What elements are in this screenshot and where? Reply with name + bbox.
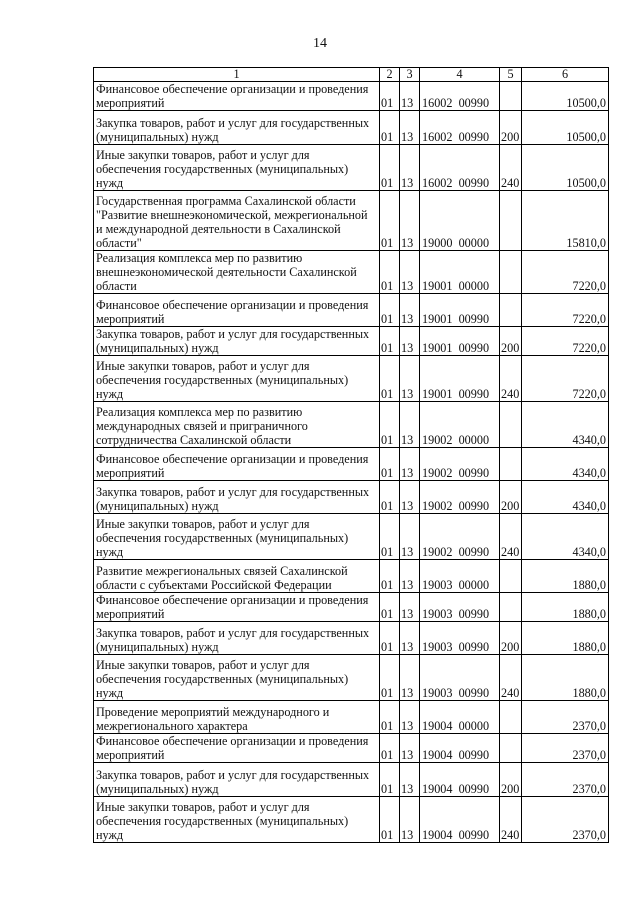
- row-name-cell: Иные закупки товаров, работ и услуг для обеспечения государственных (муниципальных) нужд: [94, 514, 380, 560]
- amount-cell: 1880,0: [522, 593, 609, 622]
- row-name-cell: Закупка товаров, работ и услуг для государственных (муниципальных) нужд: [94, 763, 380, 797]
- expense-type-cell: [500, 593, 522, 622]
- expense-type-cell: [500, 734, 522, 763]
- target-article-cell: 19004 00990: [420, 734, 500, 763]
- target-article-cell: 19002 00990: [420, 481, 500, 514]
- subsection-code-cell: 13: [400, 481, 420, 514]
- amount-cell: 4340,0: [522, 402, 609, 448]
- target-article-cell: 16002 00990: [420, 82, 500, 111]
- table-row: [94, 82, 609, 111]
- table-row: [94, 560, 609, 593]
- target-article-cell: 19000 00000: [420, 191, 500, 251]
- row-name-cell: Финансовое обеспечение организации и проведения мероприятий: [94, 294, 380, 327]
- expense-type-cell: [500, 402, 522, 448]
- column-header: 4: [420, 68, 500, 82]
- amount-cell: 2370,0: [522, 763, 609, 797]
- expense-type-cell: [500, 560, 522, 593]
- amount-cell: 10500,0: [522, 145, 609, 191]
- subsection-code-cell: 13: [400, 622, 420, 655]
- section-code-cell: 01: [380, 593, 400, 622]
- table-row: [94, 593, 609, 622]
- expense-type-cell: [500, 701, 522, 734]
- amount-cell: 7220,0: [522, 327, 609, 356]
- subsection-code-cell: 13: [400, 514, 420, 560]
- target-article-cell: 19003 00990: [420, 655, 500, 701]
- target-article-cell: 19001 00990: [420, 356, 500, 402]
- expense-type-cell: 200: [500, 763, 522, 797]
- table-row: [94, 111, 609, 145]
- amount-cell: 10500,0: [522, 82, 609, 111]
- table-row: [94, 294, 609, 327]
- row-name-cell: Иные закупки товаров, работ и услуг для обеспечения государственных (муниципальных) нужд: [94, 655, 380, 701]
- section-code-cell: 01: [380, 145, 400, 191]
- row-name-cell: Проведение мероприятий международного и межрегионального характера: [94, 701, 380, 734]
- row-name-cell: Государственная программа Сахалинской области "Развитие внешнеэкономической, межрегиональной и международной деятельности в Сахалинской области": [94, 191, 380, 251]
- amount-cell: 1880,0: [522, 655, 609, 701]
- section-code-cell: 01: [380, 797, 400, 843]
- row-name-cell: Развитие межрегиональных связей Сахалинской области с субъектами Российской Федерации: [94, 560, 380, 593]
- section-code-cell: 01: [380, 356, 400, 402]
- subsection-code-cell: 13: [400, 448, 420, 481]
- expense-type-cell: [500, 251, 522, 294]
- expense-type-cell: 200: [500, 111, 522, 145]
- subsection-code-cell: 13: [400, 356, 420, 402]
- column-header: 3: [400, 68, 420, 82]
- section-code-cell: 01: [380, 294, 400, 327]
- table-row: [94, 514, 609, 560]
- amount-cell: 15810,0: [522, 191, 609, 251]
- target-article-cell: 16002 00990: [420, 111, 500, 145]
- row-name-cell: Реализация комплекса мер по развитию внешнеэкономической деятельности Сахалинской области: [94, 251, 380, 294]
- amount-cell: 2370,0: [522, 734, 609, 763]
- amount-cell: 2370,0: [522, 701, 609, 734]
- expense-type-cell: 240: [500, 514, 522, 560]
- row-name-cell: Финансовое обеспечение организации и проведения мероприятий: [94, 448, 380, 481]
- table-row: [94, 622, 609, 655]
- target-article-cell: 19004 00990: [420, 797, 500, 843]
- target-article-cell: 19001 00000: [420, 251, 500, 294]
- amount-cell: 7220,0: [522, 356, 609, 402]
- expense-type-cell: 240: [500, 797, 522, 843]
- expense-type-cell: 200: [500, 327, 522, 356]
- target-article-cell: 19001 00990: [420, 327, 500, 356]
- budget-table: [93, 67, 609, 843]
- table-row: [94, 327, 609, 356]
- target-article-cell: 19003 00990: [420, 593, 500, 622]
- section-code-cell: 01: [380, 560, 400, 593]
- subsection-code-cell: 13: [400, 327, 420, 356]
- expense-type-cell: [500, 191, 522, 251]
- subsection-code-cell: 13: [400, 734, 420, 763]
- table-row: [94, 481, 609, 514]
- amount-cell: 4340,0: [522, 514, 609, 560]
- table-row: [94, 655, 609, 701]
- subsection-code-cell: 13: [400, 655, 420, 701]
- subsection-code-cell: 13: [400, 145, 420, 191]
- subsection-code-cell: 13: [400, 191, 420, 251]
- table-row: [94, 145, 609, 191]
- amount-cell: 10500,0: [522, 111, 609, 145]
- section-code-cell: 01: [380, 701, 400, 734]
- table-body: [94, 68, 609, 843]
- expense-type-cell: [500, 448, 522, 481]
- row-name-cell: Финансовое обеспечение организации и проведения мероприятий: [94, 82, 380, 111]
- amount-cell: 1880,0: [522, 622, 609, 655]
- expense-type-cell: 240: [500, 655, 522, 701]
- subsection-code-cell: 13: [400, 251, 420, 294]
- amount-cell: 4340,0: [522, 448, 609, 481]
- table-header-row: [94, 68, 609, 82]
- expense-type-cell: [500, 82, 522, 111]
- row-name-cell: Закупка товаров, работ и услуг для государственных (муниципальных) нужд: [94, 481, 380, 514]
- target-article-cell: 16002 00990: [420, 145, 500, 191]
- table-row: [94, 402, 609, 448]
- section-code-cell: 01: [380, 191, 400, 251]
- expense-type-cell: [500, 294, 522, 327]
- subsection-code-cell: 13: [400, 593, 420, 622]
- target-article-cell: 19002 00990: [420, 514, 500, 560]
- subsection-code-cell: 13: [400, 701, 420, 734]
- expense-type-cell: 200: [500, 622, 522, 655]
- page-number: 14: [313, 36, 327, 51]
- subsection-code-cell: 13: [400, 402, 420, 448]
- row-name-cell: Закупка товаров, работ и услуг для государственных (муниципальных) нужд: [94, 327, 380, 356]
- column-header: 6: [522, 68, 609, 82]
- table-row: [94, 734, 609, 763]
- row-name-cell: Иные закупки товаров, работ и услуг для обеспечения государственных (муниципальных) нужд: [94, 356, 380, 402]
- table-row: [94, 797, 609, 843]
- row-name-cell: Иные закупки товаров, работ и услуг для обеспечения государственных (муниципальных) нужд: [94, 145, 380, 191]
- expense-type-cell: 240: [500, 356, 522, 402]
- section-code-cell: 01: [380, 514, 400, 560]
- expense-type-cell: 240: [500, 145, 522, 191]
- amount-cell: 4340,0: [522, 481, 609, 514]
- expense-type-cell: 200: [500, 481, 522, 514]
- target-article-cell: 19001 00990: [420, 294, 500, 327]
- section-code-cell: 01: [380, 622, 400, 655]
- row-name-cell: Финансовое обеспечение организации и проведения мероприятий: [94, 593, 380, 622]
- subsection-code-cell: 13: [400, 111, 420, 145]
- row-name-cell: Иные закупки товаров, работ и услуг для обеспечения государственных (муниципальных) нужд: [94, 797, 380, 843]
- section-code-cell: 01: [380, 327, 400, 356]
- table-row: [94, 251, 609, 294]
- column-header: 2: [380, 68, 400, 82]
- column-header: 1: [94, 68, 380, 82]
- target-article-cell: 19002 00000: [420, 402, 500, 448]
- section-code-cell: 01: [380, 82, 400, 111]
- amount-cell: 7220,0: [522, 294, 609, 327]
- row-name-cell: Закупка товаров, работ и услуг для государственных (муниципальных) нужд: [94, 111, 380, 145]
- section-code-cell: 01: [380, 763, 400, 797]
- target-article-cell: 19004 00990: [420, 763, 500, 797]
- target-article-cell: 19004 00000: [420, 701, 500, 734]
- subsection-code-cell: 13: [400, 82, 420, 111]
- row-name-cell: Закупка товаров, работ и услуг для государственных (муниципальных) нужд: [94, 622, 380, 655]
- table-row: [94, 448, 609, 481]
- subsection-code-cell: 13: [400, 763, 420, 797]
- section-code-cell: 01: [380, 402, 400, 448]
- amount-cell: 1880,0: [522, 560, 609, 593]
- column-header: 5: [500, 68, 522, 82]
- table-row: [94, 763, 609, 797]
- section-code-cell: 01: [380, 655, 400, 701]
- table-row: [94, 356, 609, 402]
- subsection-code-cell: 13: [400, 294, 420, 327]
- amount-cell: 7220,0: [522, 251, 609, 294]
- subsection-code-cell: 13: [400, 797, 420, 843]
- section-code-cell: 01: [380, 111, 400, 145]
- table-row: [94, 701, 609, 734]
- subsection-code-cell: 13: [400, 560, 420, 593]
- section-code-cell: 01: [380, 448, 400, 481]
- target-article-cell: 19002 00990: [420, 448, 500, 481]
- section-code-cell: 01: [380, 251, 400, 294]
- row-name-cell: Финансовое обеспечение организации и проведения мероприятий: [94, 734, 380, 763]
- row-name-cell: Реализация комплекса мер по развитию международных связей и приграничного сотрудничества Сахалинской области: [94, 402, 380, 448]
- section-code-cell: 01: [380, 734, 400, 763]
- table-row: [94, 191, 609, 251]
- target-article-cell: 19003 00990: [420, 622, 500, 655]
- section-code-cell: 01: [380, 481, 400, 514]
- target-article-cell: 19003 00000: [420, 560, 500, 593]
- amount-cell: 2370,0: [522, 797, 609, 843]
